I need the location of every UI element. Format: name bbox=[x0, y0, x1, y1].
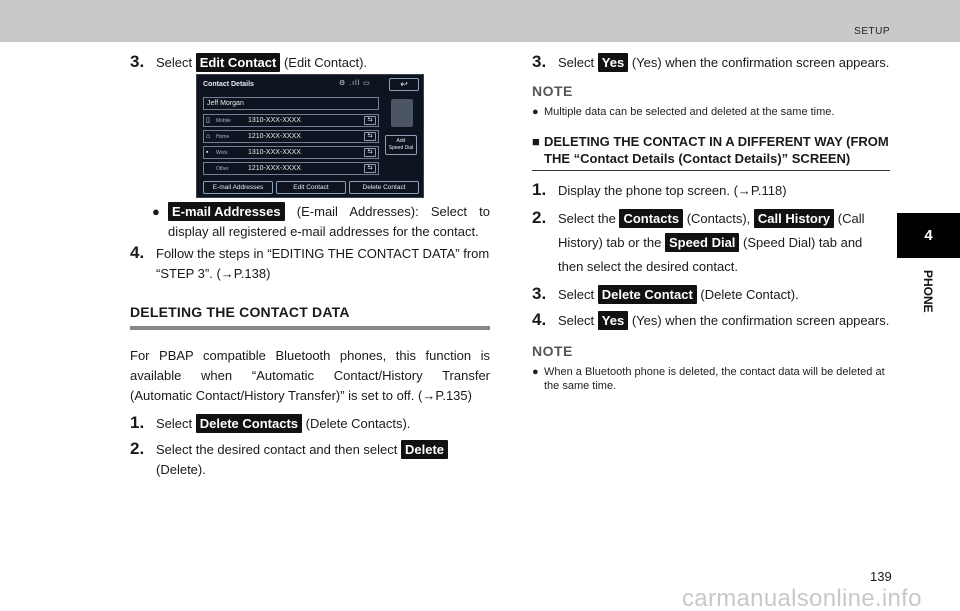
note-1: NOTE ● Multiple data can be selected and deleted at the same time. bbox=[532, 83, 890, 119]
step-1-delete-contacts: 1. Select Delete Contacts (Delete Contacts). bbox=[130, 413, 411, 432]
step-2-select-delete: 2. Select the desired contact and then select Delete (Delete). bbox=[130, 440, 490, 480]
email-addresses-tab[interactable]: E-mail Addresses bbox=[203, 181, 273, 194]
right-column bbox=[532, 50, 890, 393]
page-number: 139 bbox=[870, 569, 892, 584]
step-2-select-tab: 2. Select the Contacts (Contacts), Call History (Call History) tab or the Speed Dial (Speed Dial) tab and then select the desired contact. bbox=[532, 208, 865, 274]
step-1-phone-top: 1. Display the phone top screen. (→P.118) bbox=[532, 180, 787, 199]
home-icon: ⌂ bbox=[206, 133, 211, 140]
screen-title: Contact Details bbox=[203, 81, 254, 88]
phone-row-work[interactable]: ▪ Work 1310-XXX-XXXX ⇆ bbox=[203, 146, 379, 159]
yes-button[interactable]: Yes bbox=[598, 53, 628, 72]
chapter-label-text: PHONE bbox=[921, 270, 935, 313]
screen-tabs bbox=[203, 181, 419, 194]
left-column-rest bbox=[130, 244, 490, 480]
email-bullet: ● E-mail Addresses (E-mail Addresses): Select to display all registered e-mail addresses for the contact. bbox=[152, 204, 490, 239]
phone-row-other[interactable]: Other 1210-XXX-XXXX ⇆ bbox=[203, 162, 379, 175]
contact-name: Jeff Morgan bbox=[203, 97, 379, 110]
note-title: NOTE bbox=[532, 343, 573, 359]
step-3-edit: 3. Select Edit Contact (Edit Contact). bbox=[130, 52, 368, 71]
back-arrow-icon[interactable]: ↩ bbox=[389, 78, 419, 91]
chapter-tab[interactable]: 4 bbox=[897, 213, 960, 258]
delete-contacts-button[interactable]: Delete Contacts bbox=[196, 414, 302, 433]
edit-number-icon[interactable]: ⇆ bbox=[364, 132, 376, 141]
watermark: carmanualsonline.info bbox=[682, 585, 922, 611]
edit-contact-tab[interactable]: Edit Contact bbox=[276, 181, 346, 194]
delete-contact-tab[interactable]: Delete Contact bbox=[349, 181, 419, 194]
section-heading: DELETING THE CONTACT DATA bbox=[130, 304, 490, 330]
header-bar bbox=[0, 0, 960, 42]
left-column bbox=[130, 50, 490, 73]
edit-contact-button[interactable]: Edit Contact bbox=[196, 53, 281, 72]
section-title: SETUP bbox=[854, 26, 890, 37]
chapter-label bbox=[921, 270, 935, 330]
edit-number-icon[interactable]: ⇆ bbox=[364, 116, 376, 125]
work-icon: ▪ bbox=[206, 149, 209, 156]
add-speed-dial-button[interactable]: Add Speed Dial bbox=[385, 135, 417, 155]
intro-paragraph: For PBAP compatible Bluetooth phones, this function is available when “Automatic Contact/History Transfer (Automatic Contact/History Transfer)” is set to off. (→P.135) bbox=[130, 348, 490, 403]
yes-button[interactable]: Yes bbox=[598, 311, 628, 330]
avatar bbox=[391, 99, 413, 127]
status-icons: ⚙ .ıll ▭ bbox=[339, 80, 371, 87]
edit-number-icon[interactable]: ⇆ bbox=[364, 164, 376, 173]
note-title: NOTE bbox=[532, 83, 573, 99]
speed-dial-button[interactable]: Speed Dial bbox=[665, 233, 739, 252]
step-3-delete-contact: 3. Select Delete Contact (Delete Contact). bbox=[532, 284, 799, 303]
step-3-yes: 3. Select Yes (Yes) when the confirmation screen appears. bbox=[532, 52, 890, 71]
mobile-icon: ▯ bbox=[206, 117, 210, 124]
delete-button[interactable]: Delete bbox=[401, 440, 448, 459]
contacts-button[interactable]: Contacts bbox=[619, 209, 683, 228]
email-addresses-button[interactable]: E-mail Addresses bbox=[168, 202, 285, 221]
phone-row-home[interactable]: ⌂ Home 1210-XXX-XXXX ⇆ bbox=[203, 130, 379, 143]
subsection-heading: ■ DELETING THE CONTACT IN A DIFFERENT WAY (FROM THE “Contact Details (Contact Details)” SCREEN) bbox=[532, 133, 890, 171]
note-2: NOTE ● When a Bluetooth phone is deleted, the contact data will be deleted at the same time. bbox=[532, 343, 890, 393]
delete-contact-button[interactable]: Delete Contact bbox=[598, 285, 697, 304]
step-4-follow: 4. Follow the steps in “EDITING THE CONTACT DATA” from “STEP 3”. (→P.138) bbox=[130, 243, 490, 281]
left-column-lower bbox=[152, 202, 490, 242]
step-4-yes: 4. Select Yes (Yes) when the confirmation screen appears. bbox=[532, 310, 890, 329]
phone-row-mobile[interactable]: ▯ Mobile 1310-XXX-XXXX ⇆ bbox=[203, 114, 379, 127]
edit-number-icon[interactable]: ⇆ bbox=[364, 148, 376, 157]
call-history-button[interactable]: Call History bbox=[754, 209, 834, 228]
contact-details-screen bbox=[196, 74, 424, 198]
